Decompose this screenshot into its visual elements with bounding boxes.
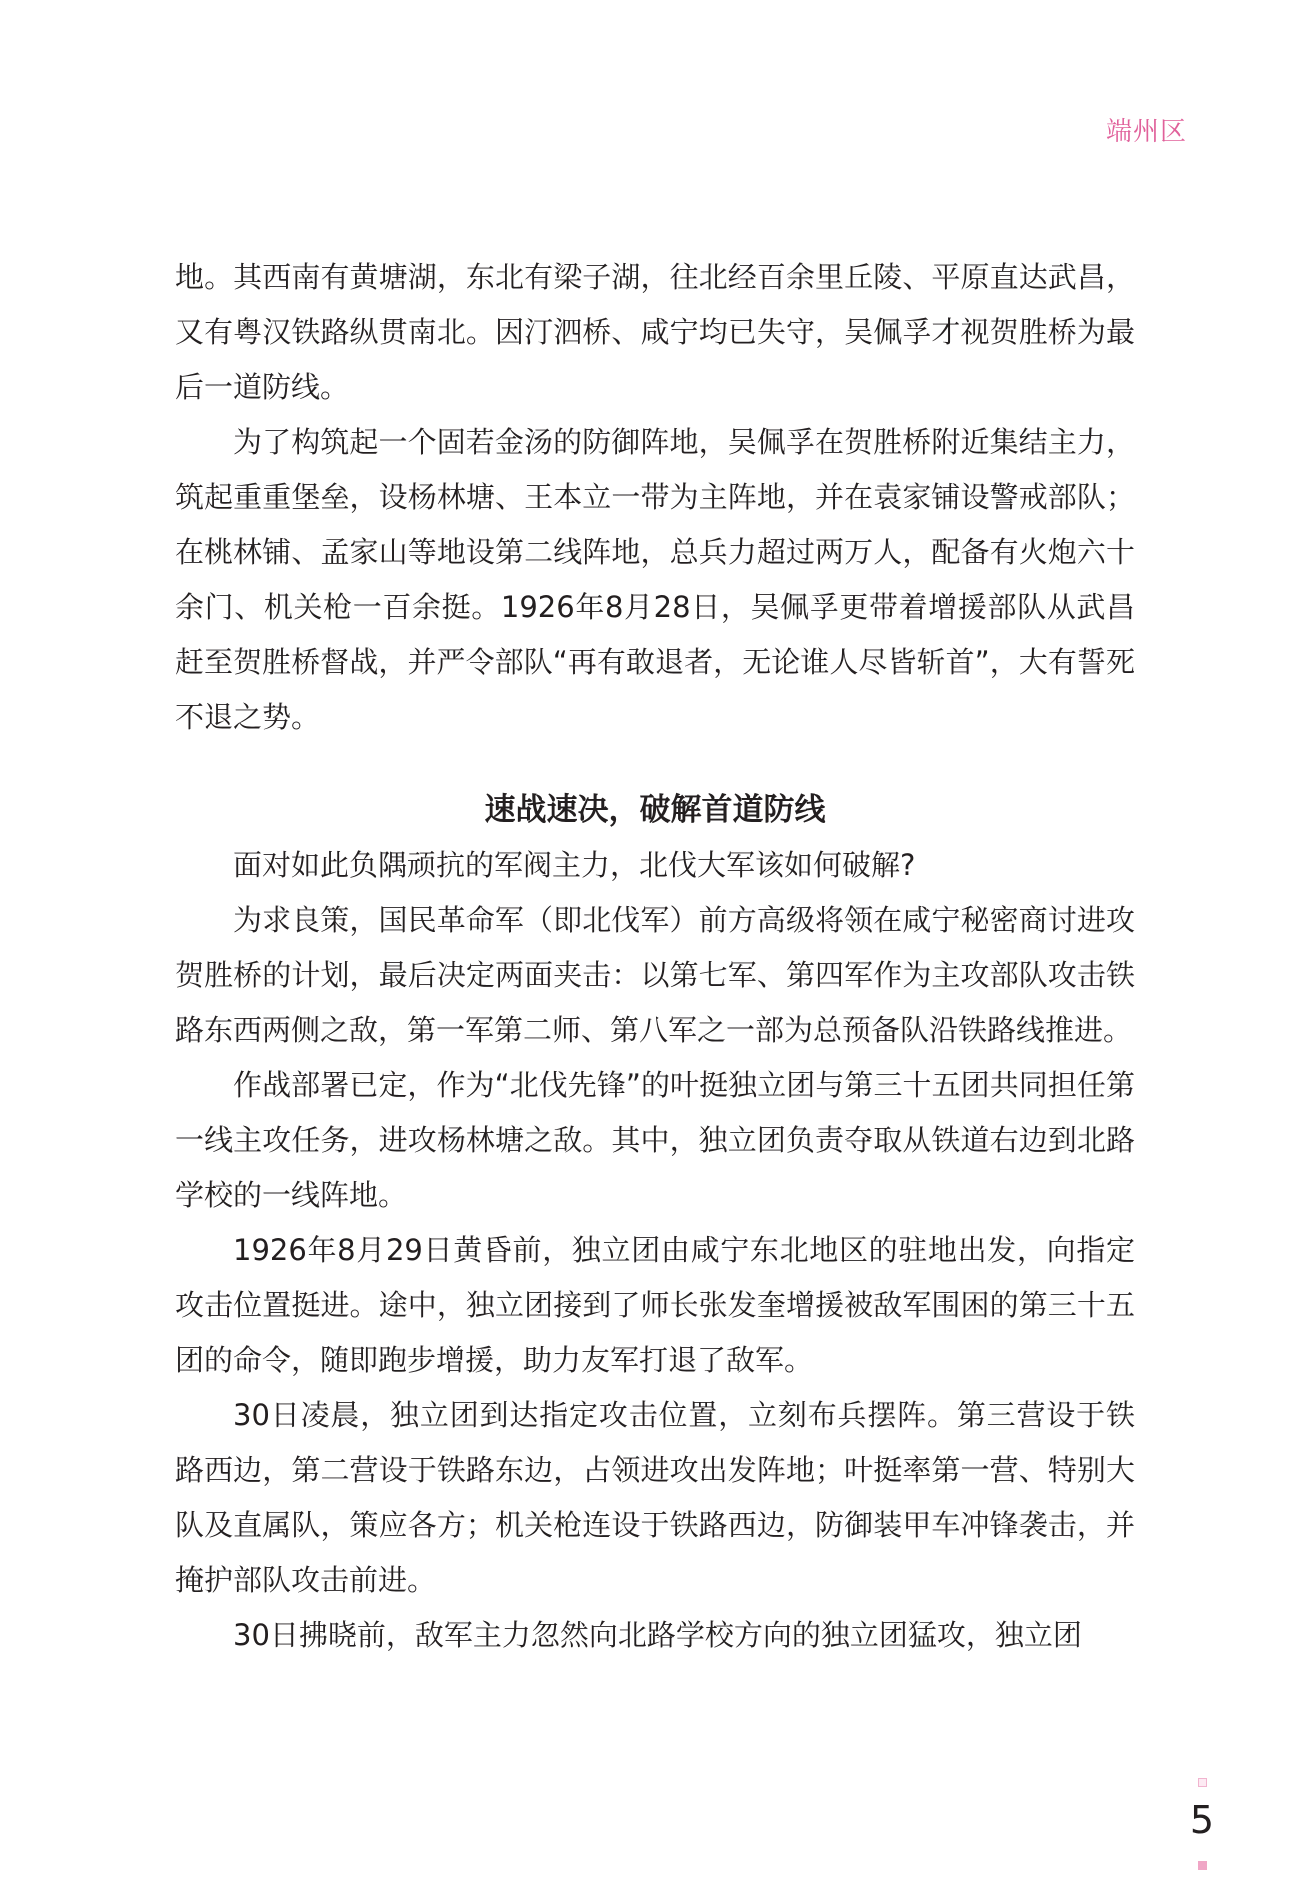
paragraph: 面对如此负隅顽抗的军阀主力，北伐大军该如何破解? xyxy=(233,848,916,882)
paragraph: 地。其西南有黄塘湖，东北有梁子湖，往北经百余里丘陵、平原直达武昌，又有粤汉铁路纵贯南北。因汀泗桥、咸宁均已失守，吴佩孚才视贺胜桥为最后一道防线。 xyxy=(175,260,1135,404)
page-body xyxy=(175,250,1135,1663)
section-heading: 速战速决，破解首道防线 xyxy=(484,792,826,828)
paragraph: 30日凌晨，独立团到达指定攻击位置，立刻布兵摆阵。第三营设于铁路西边，第二营设于铁路东边，占领进攻出发阵地；叶挺率第一营、特别大队及直属队，策应各方；机关枪连设于铁路西边，防御装甲车冲锋袭击，并掩护部队攻击前进。 xyxy=(175,1398,1135,1597)
paragraph: 30日拂晓前，敌军主力忽然向北路学校方向的独立团猛攻，独立团 xyxy=(233,1618,1082,1652)
page-marker-square-outline xyxy=(1198,1778,1207,1787)
paragraph: 为了构筑起一个固若金汤的防御阵地，吴佩孚在贺胜桥附近集结主力，筑起重重堡垒，设杨林塘、王本立一带为主阵地，并在袁家铺设警戒部队；在桃林铺、孟家山等地设第二线阵地，总兵力超过两万人，配备有火炮六十余门、机关枪一百余挺。1926年8月28日，吴佩孚更带着增援部队从武昌赶至贺胜桥督战，并严令部队“再有敢退者，无论谁人尽皆斩首”，大有誓死不退之势。 xyxy=(175,425,1135,734)
paragraph: 1926年8月29日黄昏前，独立团由咸宁东北地区的驻地出发，向指定攻击位置挺进。途中，独立团接到了师长张发奎增援被敌军围困的第三十五团的命令，随即跑步增援，助力友军打退了敌军。 xyxy=(175,1233,1135,1377)
paragraph: 作战部署已定，作为“北伐先锋”的叶挺独立团与第三十五团共同担任第一线主攻任务，进攻杨林塘之敌。其中，独立团负责夺取从铁道右边到北路学校的一线阵地。 xyxy=(175,1068,1135,1212)
page-marker-square-filled xyxy=(1198,1861,1207,1870)
running-header-title: 端州区 xyxy=(1105,117,1187,147)
page-number: 5 xyxy=(1189,1798,1215,1842)
paragraph: 为求良策，国民革命军（即北伐军）前方高级将领在咸宁秘密商讨进攻贺胜桥的计划，最后决定两面夹击：以第七军、第四军作为主攻部队攻击铁路东西两侧之敌，第一军第二师、第八军之一部为总预备队沿铁路线推进。 xyxy=(175,903,1135,1047)
